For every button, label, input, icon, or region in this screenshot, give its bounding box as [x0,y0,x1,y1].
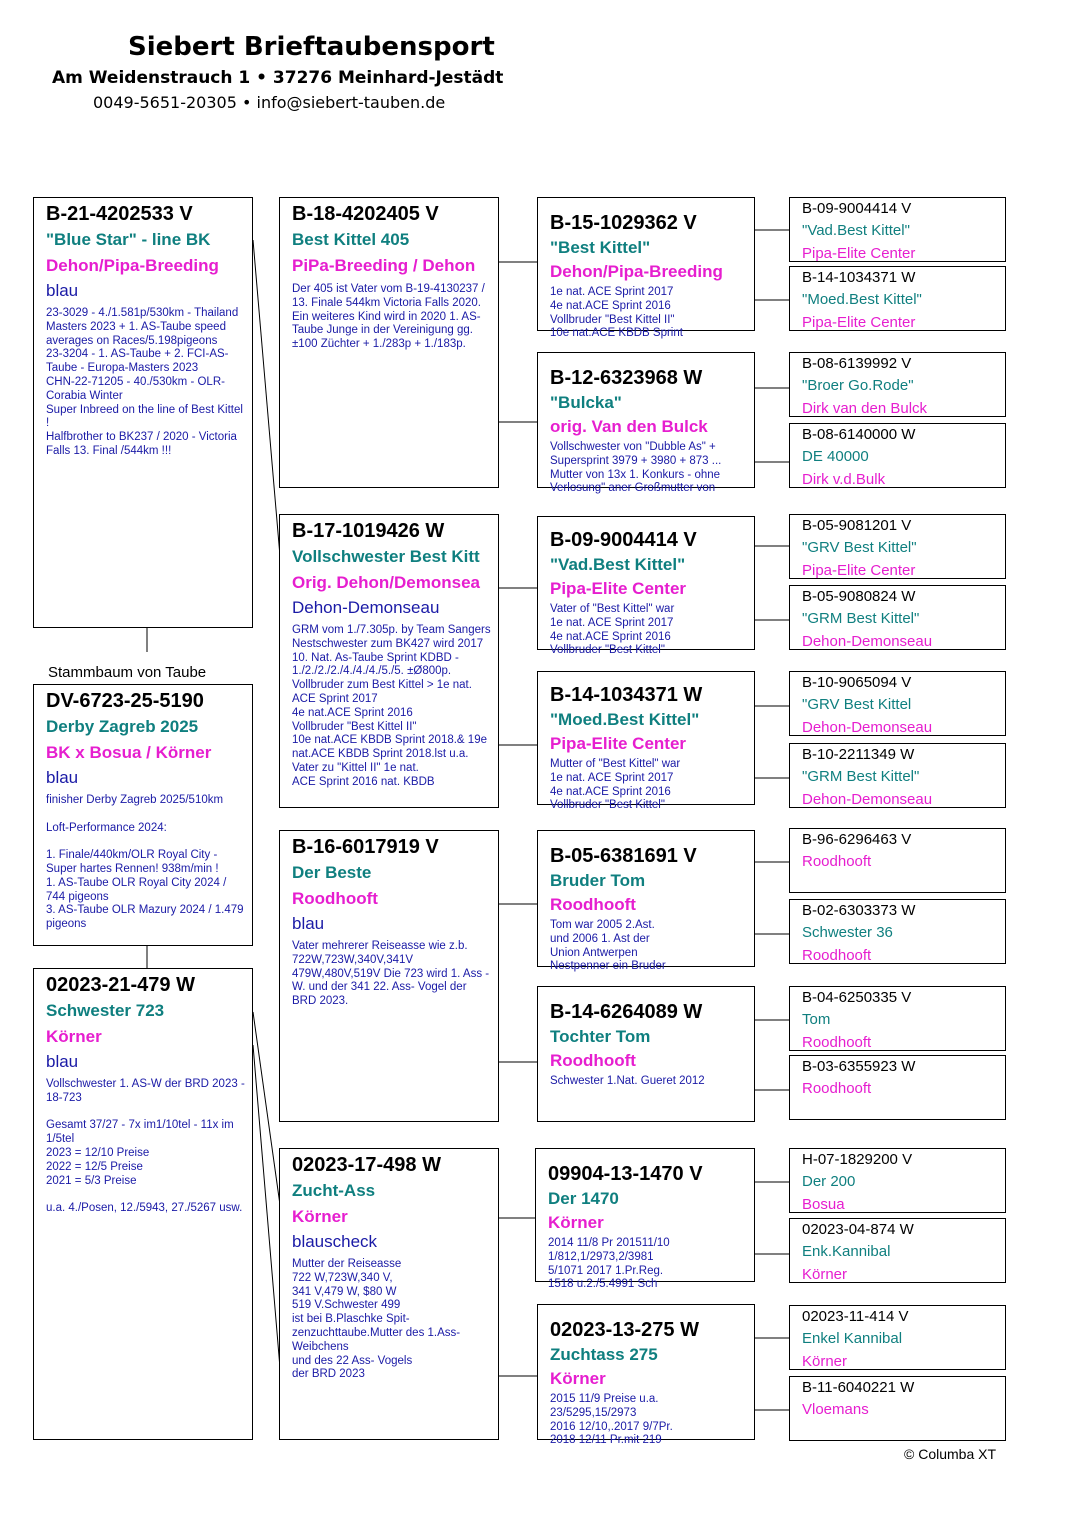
pigeon-breed: Dirk van den Bulck [802,400,928,417]
pigeon-name: "Vad.Best Kittel" [550,555,686,574]
pigeon-breed: Körner [550,1369,606,1388]
pigeon-breed: orig. Van den Bulck [550,417,708,436]
pigeon-name: "Blue Star" - line BK [46,230,211,249]
pigeon-card-g16[interactable] [789,1376,1006,1441]
pigeon-description: GRM vom 1./7.305p. by Team Sangers Nestschwester zum BK427 wird 2017 10. Nat. As-Taube Sprint KDBD - 1./2./2./2./4./4./4./5./5. ±Ø800p. Vollbruder zum Best Kittel > 1e nat. ACE Sprint 2017 4e nat.ACE Sprint 2016 Vollbruder "Best Kittel II" 10e nat.ACE KBDB Sprint 2018.& 19e nat.ACE KBDB Sprint 2018.lst u.a. Vater zu "Kittel II" 1e nat. ACE Sprint 2016 nat. KBDB [292,624,491,788]
pigeon-card-g11[interactable] [789,986,1006,1051]
pigeon-color: blauscheck [292,1232,378,1251]
ring-number: B-02-6303373 W [802,902,916,919]
pigeon-card-g10[interactable] [789,899,1006,964]
pigeon-description: 1e nat. ACE Sprint 2017 4e nat.ACE Sprint 2016 Vollbruder "Best Kittel II" 10e nat.ACE KBDB Sprint [550,286,683,340]
pigeon-name: "GRM Best Kittel" [802,768,920,785]
pigeon-breed: Körner [802,1266,848,1283]
pigeon-description: 23-3029 - 4./1.581p/530km - Thailand Masters 2023 + 1. AS-Taube speed averages on Races/5.198pigeons 23-3204 - 1. AS-Taube + 2. FCI-AS-Taube - Europa-Masters 2023 CHN-22-71205 - 40./530km - OLR-Corabia Winter Super Inbreed on the line of Best Kittel ! Halfbrother to BK237 / 2020 - Victoria Falls 13. Final /544km !!! [46,307,243,457]
connector-line [253,1012,281,1212]
pigeon-breed: Dehon-Demonseau [802,633,933,650]
pigeon-breed: Pipa-Elite Center [802,562,916,579]
pigeon-description: Vater mehrerer Reiseasse wie z.b. 722W,723W,340V,341V 479W,480V,519V Die 723 wird 1. Ass -W. und der 341 22. Ass- Vogel der BRD 2023. [292,940,490,1008]
pigeon-name: Schwester 723 [46,1001,165,1020]
pigeon-card-g6[interactable] [789,585,1006,650]
pigeon-card-fm[interactable] [279,514,499,808]
pigeon-breed: Pipa-Elite Center [550,579,687,598]
pigeon-card-g15[interactable] [789,1305,1006,1370]
ring-number: B-03-6355923 W [802,1058,916,1075]
ring-number: B-17-1019426 W [292,520,445,542]
pigeon-description: Vollschwester 1. AS-W der BRD 2023 - 18-723 Gesamt 37/27 - 7x im1/10tel - 11x im 1/5tel 2023 = 12/10 Preise 2022 = 12/5 Preise 2021 = 5/3 Preise u.a. 4./Posen, 12./5943, 27./5267 usw. [46,1078,245,1215]
pigeon-name: Derby Zagreb 2025 [46,717,199,736]
pigeon-breed: Pipa-Elite Center [802,314,916,331]
ring-number: B-05-9081201 V [802,517,912,534]
pigeon-description: finisher Derby Zagreb 2025/510km Loft-Performance 2024: 1. Finale/440km/OLR Royal City - Super hartes Rennen! 938m/min ! 1. AS-Taube OLR Royal City 2024 / 744 pigeons 3. AS-Taube OLR Mazury 2024 / 1.479 pigeons [46,794,244,931]
pigeon-breed: Vloemans [802,1401,869,1418]
pigeon-card-mother[interactable] [33,968,253,1440]
pigeon-description: Vollschwester von "Dubble As" + Supersprint 3979 + 3980 + 873 ... Mutter von 13x 1. Konkurs - ohne Verlosung" aner Großmutter von [550,441,722,495]
pigeon-name: Bruder Tom [550,871,646,890]
pigeon-card-ff[interactable] [279,197,499,488]
ring-number: 02023-17-498 W [292,1154,441,1176]
pigeon-card-fmf[interactable] [537,516,755,657]
pigeon-card-g14[interactable] [789,1218,1006,1283]
pigeon-name: Tom [802,1011,831,1028]
pigeon-breed: Dehon/Pipa-Breeding [46,256,219,275]
copyright-note: © Columba XT [904,1446,997,1462]
ring-number: B-09-9004414 V [802,200,912,217]
pedigree-label: Stammbaum von Taube [48,664,207,681]
pigeon-card-main[interactable] [33,684,253,946]
pigeon-name: Schwester 36 [802,924,893,941]
pigeon-name: Zuchtass 275 [550,1345,658,1364]
pigeon-breed: Roodhooft [802,947,872,964]
pigeon-name: "GRV Best Kittel" [802,539,917,556]
pigeon-description: Mutter of "Best Kittel" war 1e nat. ACE Sprint 2017 4e nat.ACE Sprint 2016 Vollbruder "Best Kittel" [550,758,681,812]
pigeon-breed: PiPa-Breeding / Dehon [292,256,476,275]
ring-number: DV-6723-25-5190 [46,690,204,712]
ring-number: B-15-1029362 V [550,212,697,234]
pigeon-breed: Dehon-Demonseau [802,791,933,808]
pigeon-name: Tochter Tom [550,1027,651,1046]
pigeon-card-g7[interactable] [789,671,1006,736]
ring-number: B-05-6381691 V [550,845,697,867]
pigeon-name: Der 200 [802,1173,856,1190]
pigeon-card-g9[interactable] [789,828,1006,893]
pigeon-name: Vollschwester Best Kitt [292,547,480,566]
pigeon-card-g8[interactable] [789,743,1006,808]
ring-number: 02023-04-874 W [802,1221,914,1238]
pigeon-breed: Roodhooft [802,853,872,870]
pigeon-breed: BK x Bosua / Körner [46,743,212,762]
ring-number: B-18-4202405 V [292,203,439,225]
pigeon-name: "Bulcka" [550,393,622,412]
pigeon-description: Tom war 2005 2.Ast. und 2006 1. Ast der Union Antwerpen Nestpenner ein Bruder [550,919,666,973]
pigeon-breed: Körner [548,1213,604,1232]
pigeon-color: blau [46,768,79,787]
pigeon-description: Der 405 ist Vater vom B-19-4130237 / 13. Finale 544km Victoria Falls 2020. Ein weiteres Kind wird in 2020 1. AS-Taube Junge in der Vereinigung gg. ±100 Züchter + 1./283p + 1./183p. [292,283,485,351]
pigeon-name: "Vad.Best Kittel" [802,222,910,239]
connector-line [253,240,281,568]
ring-number: B-14-6264089 W [550,1001,703,1023]
pigeon-breed: Dehon-Demonseau [802,719,933,736]
pigeon-breed: Roodhooft [550,1051,636,1070]
pigeon-card-g4[interactable] [789,423,1006,488]
ring-number: B-10-9065094 V [802,674,912,691]
pigeon-name: "GRM Best Kittel" [802,610,920,627]
pigeon-description: Schwester 1.Nat. Gueret 2012 [550,1075,705,1087]
pigeon-name: Zucht-Ass [292,1181,376,1200]
ring-number: B-10-2211349 W [802,746,915,763]
pigeon-card-father[interactable] [33,197,253,628]
ring-number: B-14-1034371 W [550,684,703,706]
pigeon-description: Mutter der Reiseasse 722 W,723W,340 V, 341 V,479 W, $80 W 519 V.Schwester 499 ist bei B.Plaschke Spit- zenzuchttaube.Mutter des 1.Ass- Weibchens und des 22 Ass- Vogels der BRD 2023 [292,1258,461,1381]
pigeon-card-mfm[interactable] [537,986,755,1122]
ring-number: 02023-13-275 W [550,1319,699,1341]
breeder-address: Am Weidenstrauch 1 • 37276 Meinhard-Jestädt [52,68,504,88]
pigeon-card-mff[interactable] [537,830,755,973]
pigeon-name: Best Kittel 405 [292,230,410,249]
pigeon-description: 2014 11/8 Pr 201511/10 1/812,1/2973,2/3981 5/1071 2017 1.Pr.Reg. 1518 u.2./5.4991 Sch [548,1237,670,1291]
pigeon-breed: Roodhooft [802,1034,872,1051]
pigeon-breed: Körner [802,1353,848,1370]
pigeon-name: Der 1470 [548,1189,619,1208]
pigeon-card-g5[interactable] [789,514,1006,579]
pigeon-breed: Roodhooft [802,1080,872,1097]
breeder-name: Siebert Brieftaubensport [128,32,495,62]
pigeon-breed: Orig. Dehon/Demonsea [292,573,480,592]
pigeon-breed: Bosua [802,1196,845,1213]
pigeon-card-g2[interactable] [789,266,1006,331]
pigeon-description: 2015 11/9 Preise u.a. 23/5295,15/2973 2016 12/10,.2017 9/7Pr. 2018 12/11 Pr.mit 219 [550,1393,673,1447]
pigeon-color: blau [292,914,325,933]
pigeon-name: Der Beste [292,863,372,882]
ring-number: B-21-4202533 V [46,203,193,225]
pigeon-card-g13[interactable] [789,1148,1006,1213]
pigeon-color: Dehon-Demonseau [292,598,440,617]
pigeon-breed: Körner [46,1027,102,1046]
pigeon-card-g12[interactable] [789,1055,1006,1120]
pigeon-card-mf[interactable] [279,830,499,1122]
pigeon-card-ffm[interactable] [537,352,755,495]
ring-number: B-08-6140000 W [802,426,916,443]
ring-number: B-08-6139992 V [802,355,912,372]
ring-number: B-04-6250335 V [802,989,912,1006]
pigeon-breed: Pipa-Elite Center [802,245,916,262]
pigeon-name: "GRV Best Kittel [802,696,912,713]
pigeon-card-fff[interactable] [537,197,755,340]
ring-number: B-09-9004414 V [550,529,697,551]
pigeon-card-g1[interactable] [789,197,1006,262]
pigeon-card-g3[interactable] [789,352,1006,417]
pigeon-breed: Körner [292,1207,348,1226]
ring-number: H-07-1829200 V [802,1151,913,1168]
pigeon-card-mm[interactable] [279,1148,499,1440]
ring-number: 09904-13-1470 V [548,1163,703,1185]
pigeon-description: Vater of "Best Kittel" war 1e nat. ACE Sprint 2017 4e nat.ACE Sprint 2016 Vollbruder "Best Kittel" [550,603,675,657]
ring-number: 02023-21-479 W [46,974,195,996]
pigeon-color: blau [46,1052,79,1071]
ring-number: 02023-11-414 V [802,1308,909,1325]
connector-line [253,1045,281,1380]
pigeon-name: "Broer Go.Rode" [802,377,914,394]
pigeon-breed: Dehon/Pipa-Breeding [550,262,723,281]
pigeon-name: DE 40000 [802,448,869,465]
ring-number: B-11-6040221 W [802,1379,915,1396]
pigeon-breed: Dirk v.d.Bulk [802,471,886,488]
pigeon-name: Enk.Kannibal [802,1243,891,1260]
pigeon-name: "Best Kittel" [550,238,651,257]
pigeon-name: Enkel Kannibal [802,1330,903,1347]
ring-number: B-05-9080824 W [802,588,916,605]
ring-number: B-16-6017919 V [292,836,439,858]
pigeon-card-mmm[interactable] [537,1304,755,1447]
ring-number: B-14-1034371 W [802,269,916,286]
pigeon-breed: Roodhooft [550,895,636,914]
ring-number: B-96-6296463 V [802,831,912,848]
pigeon-card-fmm[interactable] [537,671,755,812]
pigeon-name: "Moed.Best Kittel" [550,710,700,729]
pigeon-color: blau [46,281,79,300]
pigeon-card-mmf[interactable] [535,1148,755,1291]
pigeon-name: "Moed.Best Kittel" [802,291,922,308]
pigeon-breed: Pipa-Elite Center [550,734,687,753]
breeder-contact: 0049-5651-20305 • info@siebert-tauben.de [93,93,446,112]
ring-number: B-12-6323968 W [550,367,703,389]
pigeon-breed: Roodhooft [292,889,378,908]
